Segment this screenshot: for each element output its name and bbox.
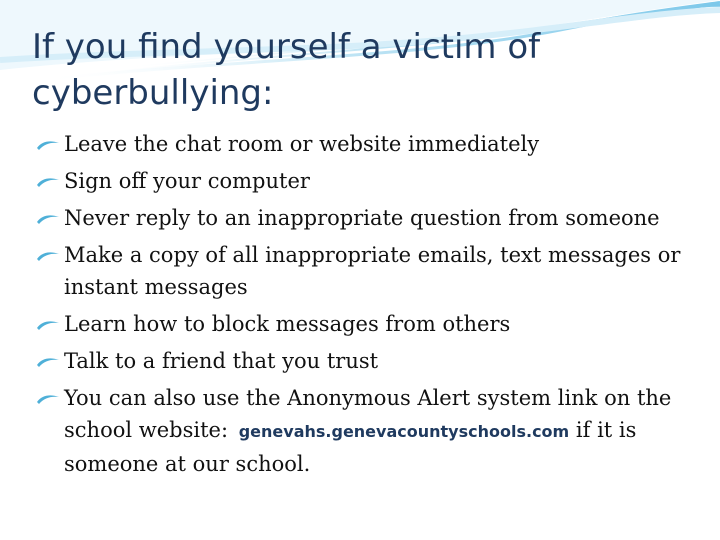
school-website-text: genevahs.genevacountyschools.com <box>238 422 570 441</box>
bullet-item <box>36 345 706 377</box>
swoosh-bullet-icon <box>36 250 60 262</box>
swoosh-bullet-icon <box>36 213 60 225</box>
bullet-text: Leave the chat room or website immediately <box>64 132 540 156</box>
swoosh-bullet-icon <box>36 356 60 368</box>
bullet-text: You can also use the Anonymous Alert system link on the school website: <box>64 386 672 442</box>
swoosh-bullet-icon <box>36 139 60 151</box>
bullet-item <box>36 202 706 234</box>
bullet-item <box>36 239 706 303</box>
swoosh-bullet-icon <box>36 176 60 188</box>
bullet-item <box>36 308 706 340</box>
bullet-text: Make a copy of all inappropriate emails, text messages or instant messages <box>64 243 681 299</box>
swoosh-bullet-icon <box>36 393 60 405</box>
bullet-text-continued: if it is someone at our school. <box>64 418 637 476</box>
bullet-item <box>36 165 706 197</box>
slide-title: If you find yourself a victim of cyberbullying: <box>32 27 541 113</box>
bullet-text: Sign off your computer <box>64 169 310 193</box>
swoosh-bullet-icon <box>36 319 60 331</box>
bullet-text: Talk to a friend that you trust <box>64 349 379 373</box>
bullet-text: Learn how to block messages from others <box>64 312 511 336</box>
bullet-list <box>36 128 706 485</box>
bullet-item <box>36 128 706 160</box>
bullet-text: Never reply to an inappropriate question from someone <box>64 206 660 230</box>
bullet-item <box>36 382 706 480</box>
